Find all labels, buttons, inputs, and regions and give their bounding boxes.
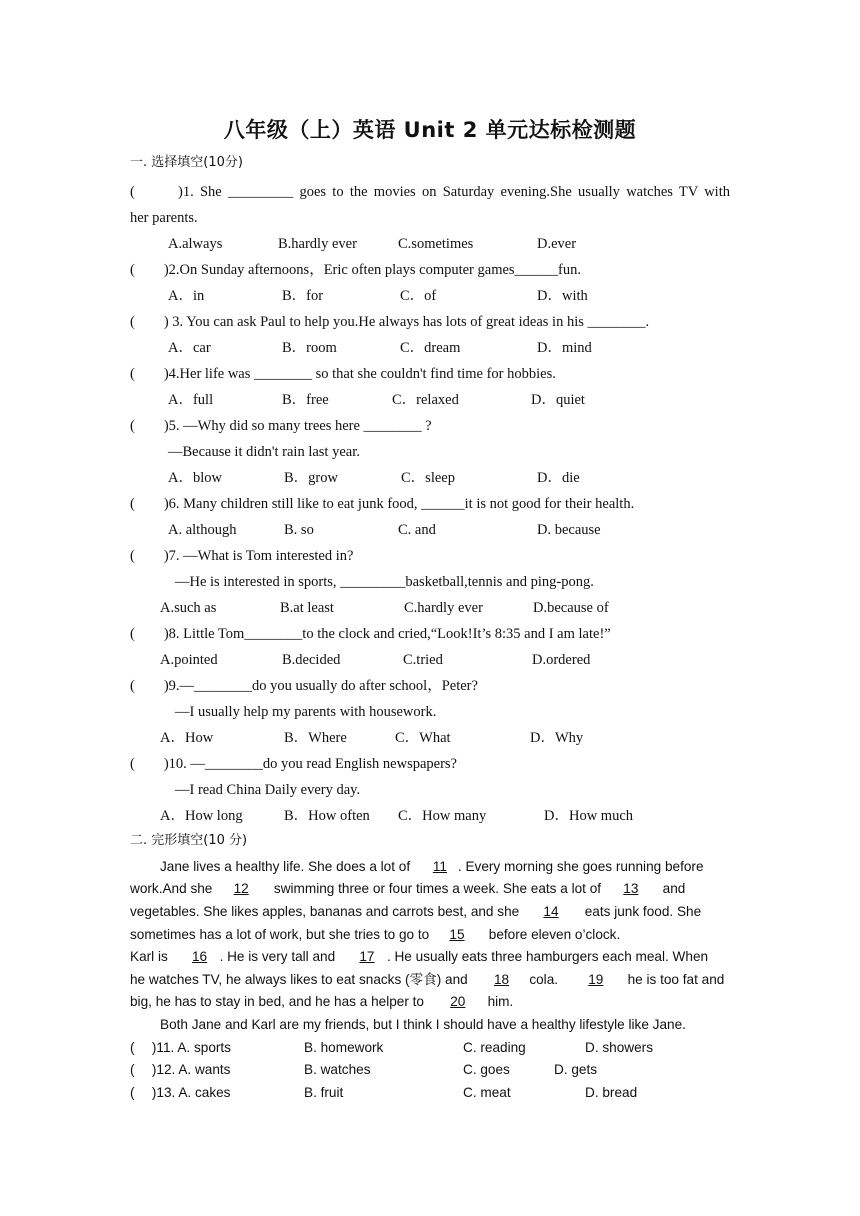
q3-option-a: A．car bbox=[168, 340, 211, 356]
q2-option-d: D．with bbox=[537, 288, 588, 304]
q11-option-d: D. showers bbox=[585, 1040, 653, 1055]
passage-line-7: big, he has to stay in bed, and he has a helper to 20 him. bbox=[130, 994, 514, 1009]
question-1-stem-cont: her parents. bbox=[130, 210, 198, 226]
q1-option-b: B.hardly ever bbox=[278, 236, 357, 252]
question-3-stem: ( ) 3. You can ask Paul to help you.He always has lots of great ideas in his ________. bbox=[130, 314, 650, 330]
blank-11: 11 bbox=[432, 859, 447, 874]
q10-option-a: A．How long bbox=[160, 808, 243, 824]
blank-17: 17 bbox=[359, 949, 375, 964]
blank-16: 16 bbox=[192, 949, 208, 964]
question-10-answer-line: —I read China Daily every day. bbox=[175, 782, 361, 798]
q3-option-b: B．room bbox=[282, 340, 337, 356]
section-2-heading: 二. 完形填空(10 分) bbox=[130, 833, 248, 848]
passage-line-8: Both Jane and Karl are my friends, but I think I should have a healthy lifestyle like Jane. bbox=[160, 1017, 686, 1032]
q10-option-c: C．How many bbox=[398, 808, 487, 824]
blank-12: 12 bbox=[233, 881, 249, 896]
question-13-stem: ( )13. A. cakes bbox=[130, 1085, 231, 1100]
question-4-stem: ( )4.Her life was ________ so that she couldn't find time for hobbies. bbox=[130, 366, 556, 382]
q7-option-c: C.hardly ever bbox=[404, 600, 483, 616]
q12-option-c: C. goes bbox=[463, 1062, 510, 1077]
q9-option-a: A．How bbox=[160, 730, 214, 746]
question-2-stem: ( )2.On Sunday afternoons，Eric often plays computer games______fun. bbox=[130, 262, 582, 278]
q1-option-d: D.ever bbox=[537, 236, 577, 252]
blank-15: 15 bbox=[449, 927, 465, 942]
q13-option-d: D. bread bbox=[585, 1085, 638, 1100]
q9-option-d: D．Why bbox=[530, 730, 584, 746]
question-9-answer-line: —I usually help my parents with housework. bbox=[175, 704, 437, 720]
passage-line-2: work.And she 12 swimming three or four times a week. She eats a lot of 13 and bbox=[130, 881, 686, 896]
passage-line-6: he watches TV, he always likes to eat snacks (零食) and 18 cola. 19 he is too fat and bbox=[130, 972, 725, 987]
question-12-stem: ( )12. A. wants bbox=[130, 1062, 231, 1077]
question-8-stem: ( )8. Little Tom________to the clock and cried,“Look!It’s 8:35 and I am late!” bbox=[130, 626, 611, 642]
blank-19: 19 bbox=[588, 972, 604, 987]
q8-option-d: D.ordered bbox=[532, 652, 591, 668]
section-1-heading: 一. 选择填空(10分) bbox=[130, 155, 243, 170]
passage-line-4: sometimes has a lot of work, but she tries to go to 15 before eleven o’clock. bbox=[130, 927, 621, 942]
question-10-stem: ( )10. —________do you read English newspapers? bbox=[130, 756, 457, 772]
q6-option-a: A. although bbox=[168, 522, 237, 538]
passage-line-3: vegetables. She likes apples, bananas and carrots best, and she 14 eats junk food. She bbox=[130, 904, 702, 919]
q3-option-d: D．mind bbox=[537, 340, 592, 356]
blank-20: 20 bbox=[450, 994, 466, 1009]
q10-option-d: D．How much bbox=[544, 808, 634, 824]
q5-option-a: A．blow bbox=[168, 470, 222, 486]
page-title: 八年级（上）英语 Unit 2 单元达标检测题 bbox=[223, 118, 637, 142]
q7-option-b: B.at least bbox=[280, 600, 334, 616]
q11-option-c: C. reading bbox=[463, 1040, 526, 1055]
question-6-stem: ( )6. Many children still like to eat junk food, ______it is not good for their health. bbox=[130, 496, 635, 512]
question-7-stem: ( )7. —What is Tom interested in? bbox=[130, 548, 354, 564]
q8-option-a: A.pointed bbox=[160, 652, 218, 668]
q6-option-d: D. because bbox=[537, 522, 601, 538]
passage-line-1: Jane lives a healthy life. She does a lot of 11 . Every morning she goes running before bbox=[160, 859, 704, 874]
q8-option-c: C.tried bbox=[403, 652, 443, 668]
q7-option-a: A.such as bbox=[160, 600, 217, 616]
q9-option-c: C．What bbox=[395, 730, 451, 746]
q7-option-d: D.because of bbox=[533, 600, 609, 616]
passage-line-5: Karl is 16 . He is very tall and 17 . He usually eats three hamburgers each meal. When bbox=[130, 949, 709, 964]
q11-option-b: B. homework bbox=[304, 1040, 384, 1055]
q5-option-d: D．die bbox=[537, 470, 580, 486]
q13-option-c: C. meat bbox=[463, 1085, 511, 1100]
question-5-answer-line: —Because it didn't rain last year. bbox=[168, 444, 360, 460]
q1-option-c: C.sometimes bbox=[398, 236, 474, 252]
q9-option-b: B．Where bbox=[284, 730, 347, 746]
blank-14: 14 bbox=[543, 904, 559, 919]
q6-option-c: C. and bbox=[398, 522, 436, 538]
q3-option-c: C．dream bbox=[400, 340, 461, 356]
q2-option-c: C．of bbox=[400, 288, 437, 304]
q5-option-c: C．sleep bbox=[401, 470, 455, 486]
question-11-stem: ( )11. A. sports bbox=[130, 1040, 231, 1055]
q5-option-b: B．grow bbox=[284, 470, 338, 486]
q4-option-d: D．quiet bbox=[531, 392, 585, 408]
q10-option-b: B．How often bbox=[284, 808, 370, 824]
q4-option-a: A．full bbox=[168, 392, 214, 408]
q12-option-d: D. gets bbox=[554, 1062, 598, 1077]
blank-13: 13 bbox=[623, 881, 639, 896]
q12-option-b: B. watches bbox=[304, 1062, 371, 1077]
question-7-answer-line: —He is interested in sports, _________basketball,tennis and ping-pong. bbox=[175, 574, 594, 590]
q2-option-a: A．in bbox=[168, 288, 205, 304]
q8-option-b: B.decided bbox=[282, 652, 341, 668]
q2-option-b: B．for bbox=[282, 288, 324, 304]
q4-option-b: B．free bbox=[282, 392, 329, 408]
blank-18: 18 bbox=[493, 972, 510, 987]
q4-option-c: C．relaxed bbox=[392, 392, 459, 408]
q6-option-b: B. so bbox=[284, 522, 314, 538]
question-9-stem: ( )9.—________do you usually do after school，Peter? bbox=[130, 678, 478, 694]
question-1-stem: ( )1. She _________ goes to the movies on Saturday evening.She usually watches TV with bbox=[130, 184, 730, 200]
q13-option-b: B. fruit bbox=[304, 1085, 344, 1100]
question-5-stem: ( )5. —Why did so many trees here ________ ? bbox=[130, 418, 432, 434]
q1-option-a: A.always bbox=[168, 236, 223, 252]
